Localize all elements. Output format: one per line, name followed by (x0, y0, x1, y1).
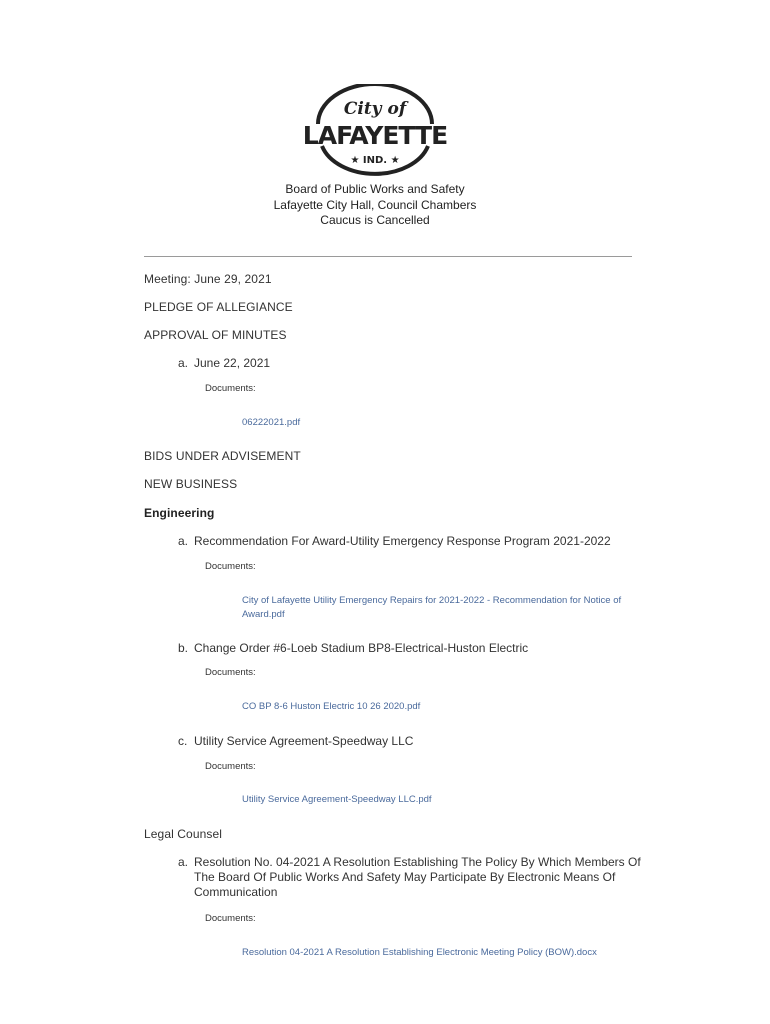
engineering-document-link[interactable]: City of Lafayette Utility Emergency Repairs for 2021-2022 - Recommendation for Notice of Award.pdf (242, 595, 622, 620)
header-location: Lafayette City Hall, Council Chambers (273, 198, 477, 212)
engineering-item-marker: c. (178, 734, 188, 748)
header-divider (144, 256, 632, 257)
legal-document-link[interactable]: Resolution 04-2021 A Resolution Establishing Electronic Meeting Policy (BOW).docx (242, 947, 597, 958)
header-board-name: Board of Public Works and Safety (285, 182, 465, 196)
legal-item-title: Resolution No. 04-2021 A Resolution Establishing The Policy By Which Members Of The Board Of Public Works And Safety May Participate By Electronic Means Of Communication (194, 855, 641, 899)
minutes-document-link[interactable]: 06222021.pdf (242, 417, 301, 428)
svg-text:★ IND. ★ (350, 155, 399, 166)
section-pledge: PLEDGE OF ALLEGIANCE (144, 300, 293, 314)
logo-line3: IND. (362, 155, 388, 166)
engineering-item-title: Utility Service Agreement-Speedway LLC (194, 734, 414, 748)
engineering-item-marker: a. (178, 534, 189, 548)
logo-star-right: ★ (387, 155, 400, 166)
engineering-document-link[interactable]: CO BP 8-6 Huston Electric 10 26 2020.pdf (242, 701, 421, 712)
legal-item-marker: a. (178, 855, 189, 869)
logo-star-left: ★ (350, 155, 363, 166)
section-engineering: Engineering (144, 506, 215, 520)
engineering-item-title: Change Order #6-Loeb Stadium BP8-Electrical-Huston Electric (194, 641, 529, 655)
header-caucus-note: Caucus is Cancelled (320, 213, 430, 227)
section-approval-of-minutes: APPROVAL OF MINUTES (144, 328, 287, 342)
engineering-item-title: Recommendation For Award-Utility Emergency Response Program 2021-2022 (194, 534, 611, 548)
documents-label: Documents: (205, 761, 256, 772)
section-bids-under-advisement: BIDS UNDER ADVISEMENT (144, 449, 301, 463)
documents-label: Documents: (205, 561, 256, 572)
logo-line1: City of (343, 99, 407, 119)
logo-line2: LAFAYETTE (302, 121, 448, 150)
meeting-date: Meeting: June 29, 2021 (144, 272, 272, 286)
section-legal-counsel: Legal Counsel (144, 827, 223, 841)
engineering-item-marker: b. (178, 641, 189, 655)
engineering-document-link[interactable]: Utility Service Agreement-Speedway LLC.pdf (242, 794, 432, 805)
minutes-item-title: June 22, 2021 (194, 356, 271, 370)
city-of-lafayette-logo (300, 84, 450, 184)
minutes-item-marker: a. (178, 356, 189, 370)
documents-label: Documents: (205, 913, 256, 924)
section-new-business: NEW BUSINESS (144, 477, 238, 491)
documents-label: Documents: (205, 667, 256, 678)
documents-label: Documents: (205, 383, 256, 394)
